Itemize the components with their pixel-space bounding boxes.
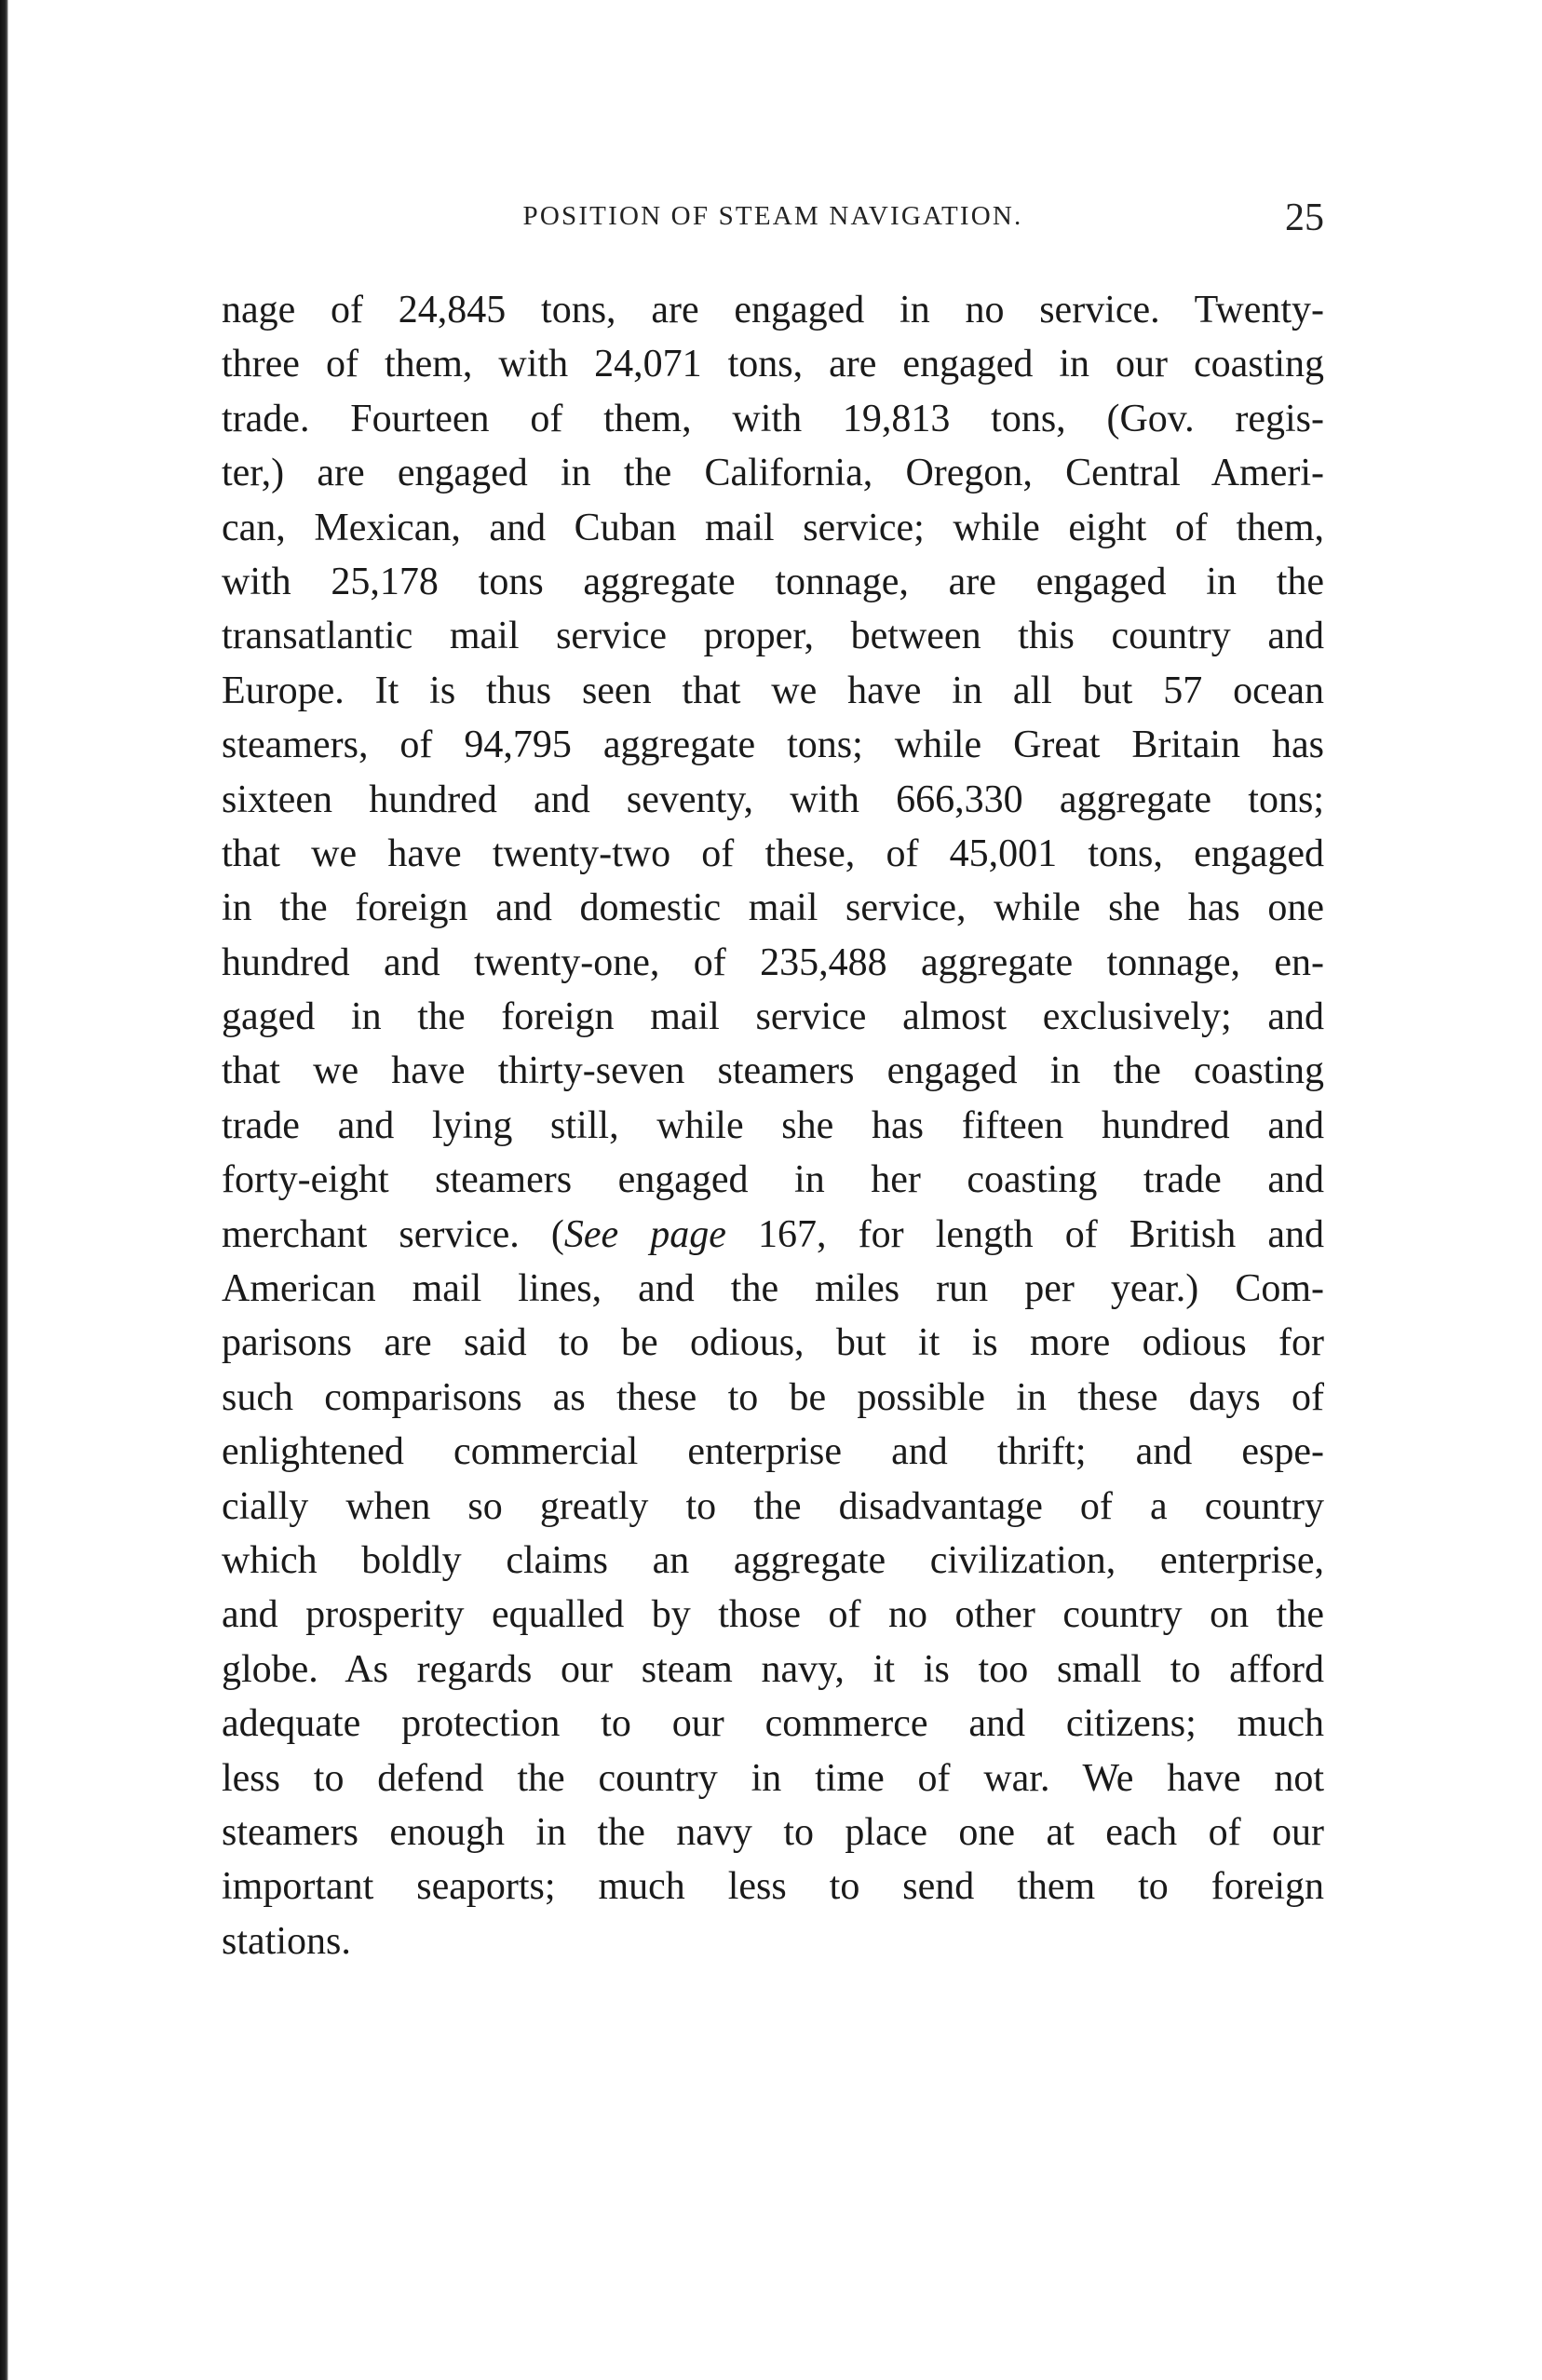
text-line: that we have thirty-seven steamers engaged in the coasting <box>222 1049 1324 1093</box>
text-line: can, Mexican, and Cuban mail service; while eight of them, <box>222 506 1324 549</box>
text-line: enlightened commercial enterprise and thrift; and espe- <box>222 1430 1324 1474</box>
text-line: such comparisons as these to be possible in these days of <box>222 1375 1324 1419</box>
running-title: POSITION OF STEAM NAVIGATION. <box>522 201 1023 231</box>
text-line: steamers, of 94,795 aggregate tons; while Great Britain has <box>222 723 1324 767</box>
text-line: gaged in the foreign mail service almost exclusively; and <box>222 995 1324 1039</box>
text-line: in the foreign and domestic mail service, while she has one <box>222 886 1324 930</box>
text-line-with-reference: merchant service. (See page 167, for length of British and <box>222 1212 1324 1256</box>
text-line: adequate protection to our commerce and citizens; much <box>222 1702 1324 1746</box>
text-line: American mail lines, and the miles run per year.) Com- <box>222 1267 1324 1311</box>
text-line: three of them, with 24,071 tons, are engaged in our coasting <box>222 343 1324 386</box>
text-line: trade and lying still, while she has fifteen hundred and <box>222 1103 1324 1147</box>
text-line: nage of 24,845 tons, are engaged in no service. Twenty- <box>222 289 1324 331</box>
text-line: transatlantic mail service proper, between this country and <box>222 615 1324 658</box>
text-line: and prosperity equalled by those of no other country on the <box>222 1593 1324 1637</box>
text-line: important seaports; much less to send them to foreign <box>222 1865 1324 1909</box>
text-line: trade. Fourteen of them, with 19,813 tons, (Gov. regis- <box>222 397 1324 440</box>
text-segment: merchant service. <box>222 1212 520 1256</box>
text-line: that we have twenty-two of these, of 45,001 tons, engaged <box>222 832 1324 875</box>
text-line: hundred and twenty-one, of 235,488 aggregate tonnage, en- <box>222 940 1324 984</box>
see-page-italic: See page <box>563 1212 726 1256</box>
text-line: globe. As regards our steam navy, it is too small to afford <box>222 1647 1324 1691</box>
text-line: forty-eight steamers engaged in her coasting trade and <box>222 1158 1324 1202</box>
text-segment: 167, for length of British and <box>725 1212 1324 1256</box>
text-line: stations. <box>222 1919 351 1963</box>
text-line: which boldly claims an aggregate civilization, enterprise, <box>222 1538 1324 1582</box>
text-line: ter,) are engaged in the California, Oregon, Central Ameri- <box>222 452 1324 495</box>
text-line: cially when so greatly to the disadvantage of a country <box>222 1484 1324 1528</box>
text-line: parisons are said to be odious, but it is more odious for <box>222 1321 1324 1365</box>
running-head <box>222 196 1324 253</box>
text-line: with 25,178 tons aggregate tonnage, are engaged in the <box>222 560 1324 603</box>
text-line: less to defend the country in time of war. We have not <box>222 1756 1324 1800</box>
text-line: sixteen hundred and seventy, with 666,330 aggregate tons; <box>222 778 1324 821</box>
text-line: steamers enough in the navy to place one at each of our <box>222 1810 1324 1854</box>
binding-edge <box>0 0 8 2380</box>
body-text <box>222 283 1324 1968</box>
page-number: 25 <box>1285 196 1324 239</box>
text-line: Europe. It is thus seen that we have in all but 57 ocean <box>222 669 1324 712</box>
